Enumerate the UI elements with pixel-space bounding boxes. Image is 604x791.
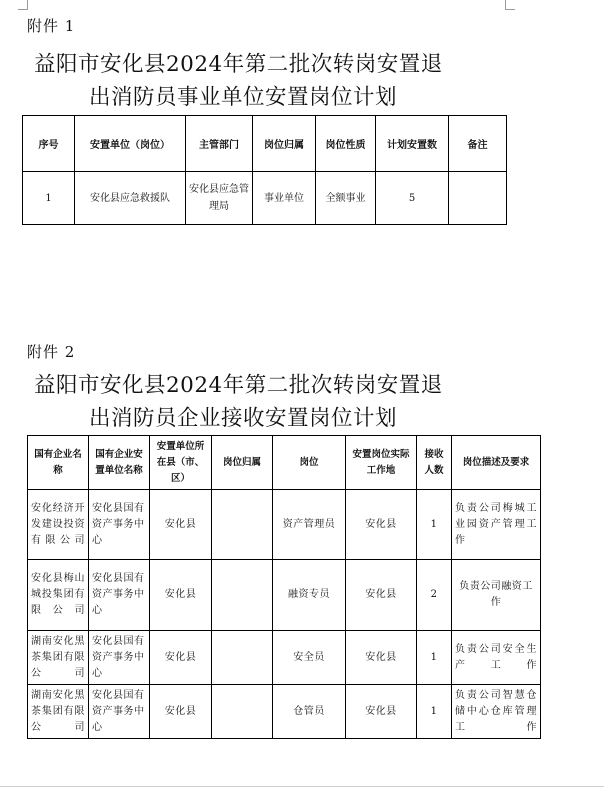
- cell-enterprise: 安化县梅山城投集团有限公司: [28, 560, 89, 631]
- table-row: [23, 172, 507, 225]
- col-header-affiliation: 岗位归属: [253, 116, 316, 172]
- cell-headcount: 1: [417, 631, 452, 685]
- cell-position: 资产管理员: [273, 490, 346, 560]
- page-bottom-divider: [0, 786, 604, 787]
- crop-mark-left: [18, 0, 28, 10]
- cell-placement-unit: 安化县国有资产事务中心: [89, 685, 150, 739]
- col-header-position: 岗位: [273, 436, 346, 490]
- col-header-index: 序号: [23, 116, 75, 172]
- cell-enterprise: 湖南安化黑茶集团有限公司: [28, 685, 89, 739]
- col-header-planned-count: 计划安置数: [376, 116, 449, 172]
- section1-title-line2: 出消防员事业单位安置岗位计划: [89, 85, 398, 110]
- col-header-headcount: 接收人数: [417, 436, 452, 490]
- table-row: [28, 490, 541, 560]
- table-row: [28, 685, 541, 739]
- cell-unit: 安化县应急救援队: [75, 172, 186, 225]
- col-header-placement-unit: 国有企业安置单位名称: [89, 436, 150, 490]
- cell-description: 负责公司智慧仓储中心仓库管理工作: [452, 685, 541, 739]
- col-header-location: 安置单位所在县（市、区）: [150, 436, 212, 490]
- cell-description: 负责公司安全生产工作: [452, 631, 541, 685]
- crop-mark-right: [505, 0, 515, 10]
- table-header-row: [28, 436, 541, 490]
- section1-title-line1: 益阳市安化县2024年第二批次转岗安置退: [34, 52, 443, 77]
- col-header-enterprise: 国有企业名称: [28, 436, 89, 490]
- table-header-row: [23, 116, 507, 172]
- table-row: [28, 560, 541, 631]
- cell-affiliation: [212, 631, 273, 685]
- cell-headcount: 1: [417, 490, 452, 560]
- cell-placement-unit: 安化县国有资产事务中心: [89, 631, 150, 685]
- cell-location: 安化县: [150, 631, 212, 685]
- cell-enterprise: 安化经济开发建设投资有限公司: [28, 490, 89, 560]
- attachment-1-label: 附件 1: [27, 17, 76, 35]
- cell-workplace: 安化县: [346, 685, 417, 739]
- col-header-department: 主管部门: [186, 116, 253, 172]
- cell-description: 负责公司梅城工业园资产管理工作: [452, 490, 541, 560]
- col-header-unit: 安置单位（岗位）: [75, 116, 186, 172]
- cell-headcount: 1: [417, 685, 452, 739]
- placement-plan-table-1: [22, 115, 507, 225]
- attachment-2-label: 附件 2: [27, 343, 76, 361]
- col-header-affiliation: 岗位归属: [212, 436, 273, 490]
- cell-location: 安化县: [150, 560, 212, 631]
- cell-workplace: 安化县: [346, 490, 417, 560]
- cell-headcount: 2: [417, 560, 452, 631]
- cell-location: 安化县: [150, 490, 212, 560]
- section2-title-line1: 益阳市安化县2024年第二批次转岗安置退: [34, 373, 443, 398]
- cell-workplace: 安化县: [346, 631, 417, 685]
- cell-workplace: 安化县: [346, 560, 417, 631]
- cell-planned-count: 5: [376, 172, 449, 225]
- cell-index: 1: [23, 172, 75, 225]
- placement-plan-table-2: [27, 435, 541, 739]
- col-header-remarks: 备注: [449, 116, 507, 172]
- cell-affiliation: [212, 560, 273, 631]
- col-header-nature: 岗位性质: [316, 116, 376, 172]
- table-row: [28, 631, 541, 685]
- cell-nature: 全额事业: [316, 172, 376, 225]
- cell-remarks: [449, 172, 507, 225]
- cell-position: 安全员: [273, 631, 346, 685]
- cell-description: 负责公司融资工作: [452, 560, 541, 631]
- cell-affiliation: 事业单位: [253, 172, 316, 225]
- cell-placement-unit: 安化县国有资产事务中心: [89, 560, 150, 631]
- col-header-workplace: 安置岗位实际工作地: [346, 436, 417, 490]
- cell-affiliation: [212, 685, 273, 739]
- section2-title-line2: 出消防员企业接收安置岗位计划: [89, 406, 398, 431]
- cell-department: 安化县应急管理局: [186, 172, 253, 225]
- cell-position: 融资专员: [273, 560, 346, 631]
- cell-placement-unit: 安化县国有资产事务中心: [89, 490, 150, 560]
- cell-location: 安化县: [150, 685, 212, 739]
- cell-position: 仓管员: [273, 685, 346, 739]
- cell-enterprise: 湖南安化黑茶集团有限公司: [28, 631, 89, 685]
- col-header-description: 岗位描述及要求: [452, 436, 541, 490]
- cell-affiliation: [212, 490, 273, 560]
